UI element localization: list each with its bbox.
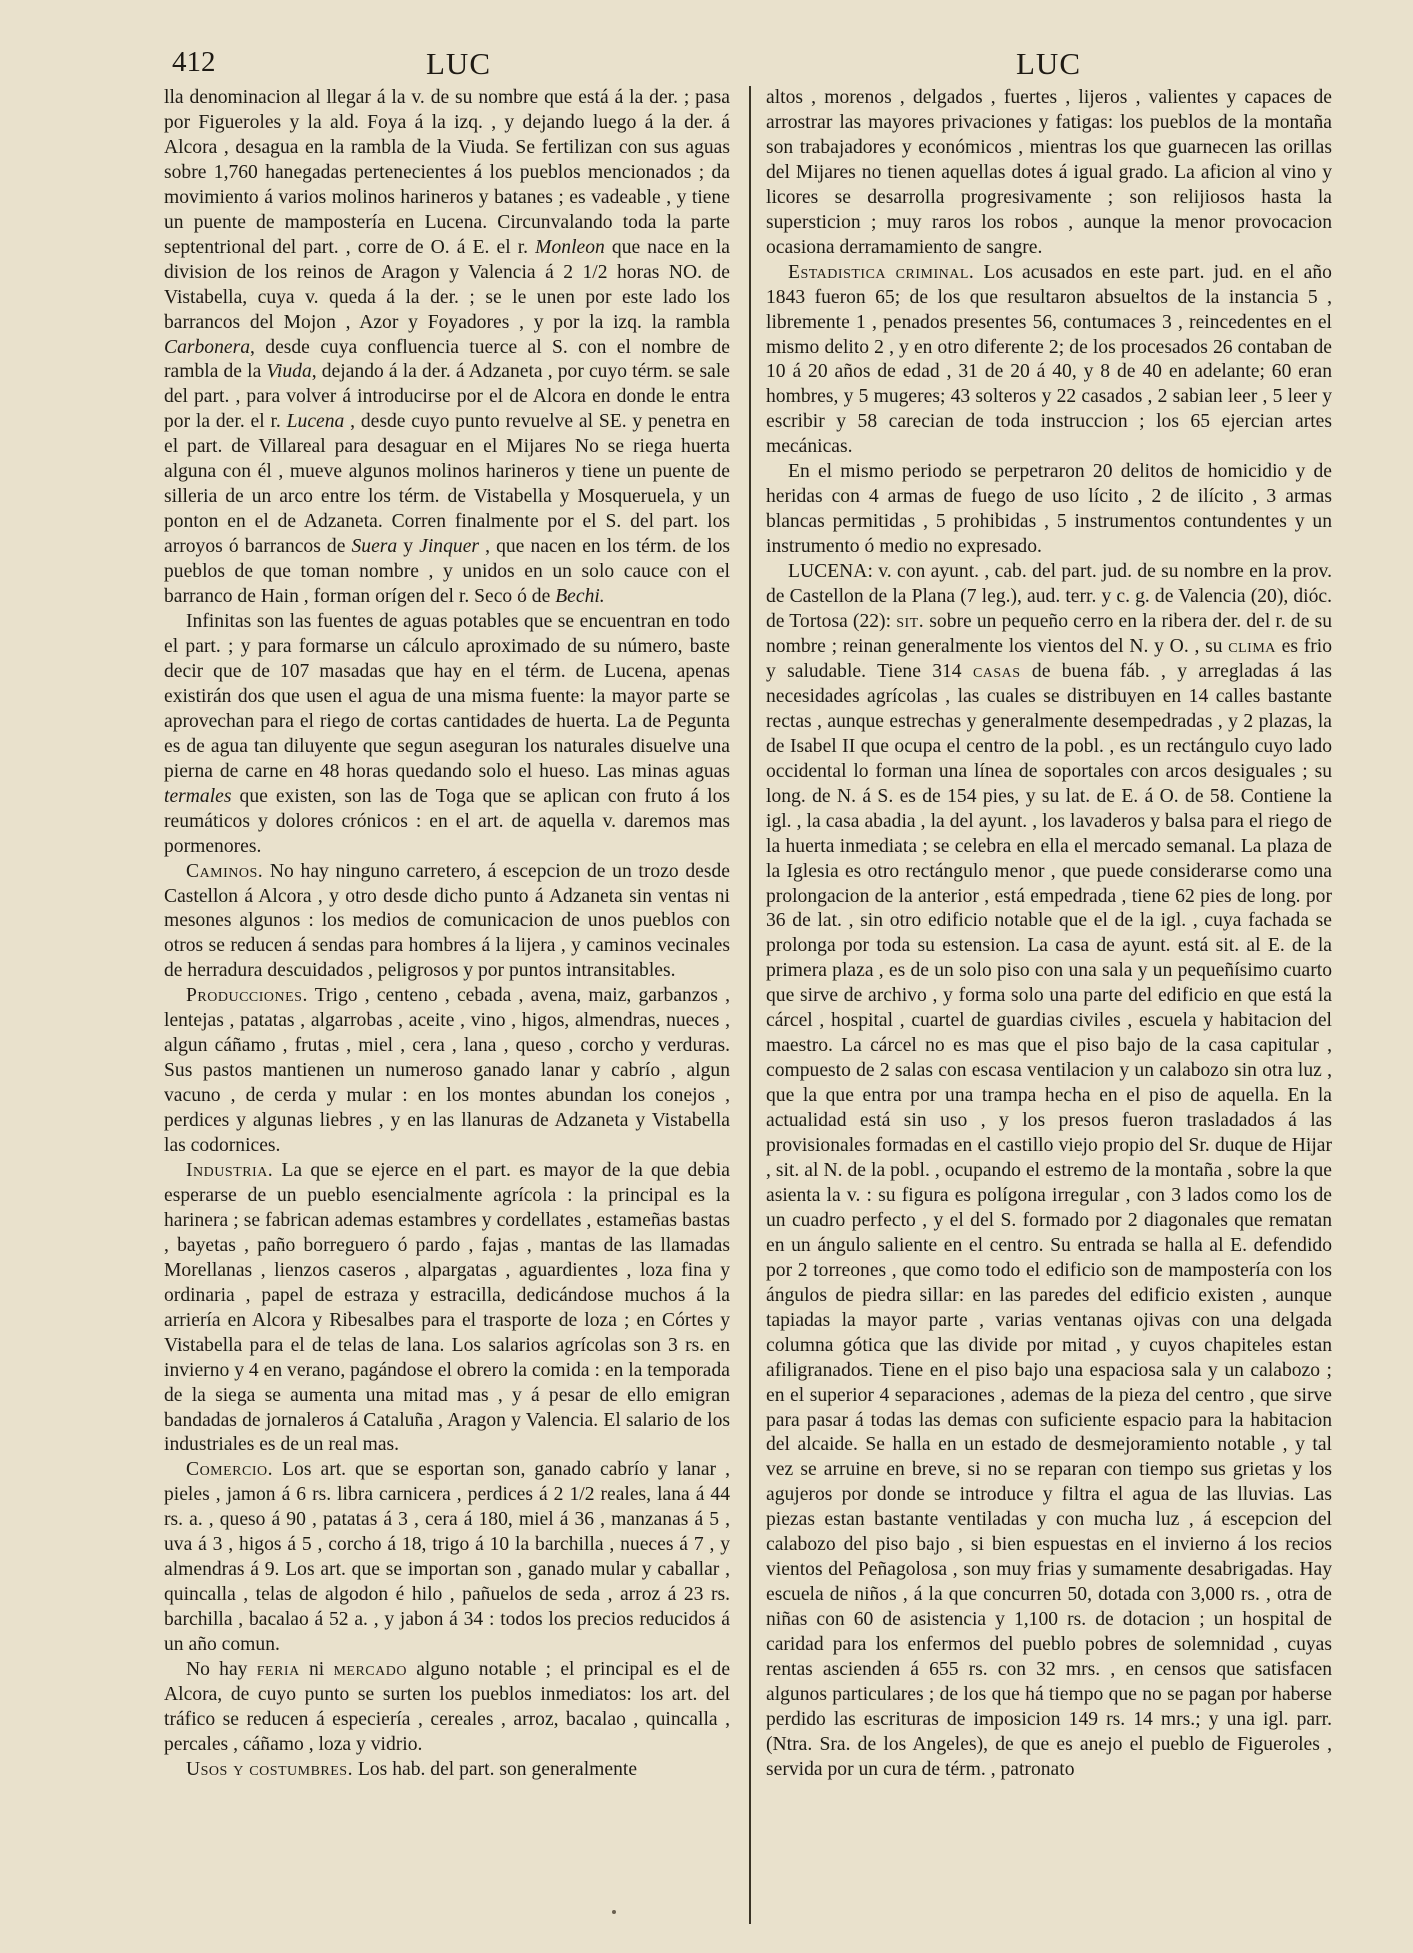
left-column xyxy=(164,86,730,1783)
ink-spot xyxy=(612,1910,616,1914)
column-rule xyxy=(749,86,751,1924)
paragraph-producciones: Producciones. Trigo , centeno , cebada , avena, maiz, garbanzos , lentejas , patatas , algarrobas , aceite , vino , higos, almendras, nueces , algun cáñamo , frutas , miel , cera , lana , queso , corcho y verduras. Sus pastos mantienen un numeroso ganado lanar y cabrío , algun vacuno , de cerda y mular : en los montes abundan los conejos , perdices y algunas liebres , y en las llanuras de Adzaneta y Vistabella las codornices. xyxy=(164,985,731,1157)
section-heading: Comercio. xyxy=(186,1459,274,1481)
section-heading: Estadistica criminal. xyxy=(788,261,975,283)
paragraph-usos: Usos y costumbres. Los hab. del part. son generalmente xyxy=(186,1758,638,1780)
paragraph-feria: No hay feria ni mercado alguno notable ; el principal es el de Alcora, de cuyo punto se surten los pueblos inmediatos: los art. del tráfico se reducen á especiería , cereales , arroz, bacalao , quincalla , percales , cáñamo , loza y vidrio. xyxy=(164,1659,731,1755)
section-heading: Industria. xyxy=(186,1159,274,1181)
page-header xyxy=(0,44,1413,84)
paragraph-habitants: altos , morenos , delgados , fuertes , lijeros , valientes y capaces de arrostrar las mayores privaciones y fatigas: los pueblos de la montaña son trabajadores y económicos , mientras los que guarnecen las orillas del Mijares no tienen aquellas dotes á igual grado. La aficion al vino y licores se desarrolla progresivamente ; son relijiosos hasta la supersticion ; muy raros los robos , aunque la menor provocacion ocasiona derramamiento de sangre. xyxy=(766,87,1332,258)
paragraph-rivers: lla denominacion al llegar á la v. de su nombre que está á la der. ; pasa por Figueroles y la ald. Foya á la izq. , y dejando luego á la der. á Alcora , desagua en la rambla de la Viuda. Se fertilizan con sus aguas sobre 1,760 hanegadas pertenecientes á los pueblos mencionados ; da movimiento á varios molinos harineros y batanes ; es vadeable , y tiene un puente de mampostería en Lucena. Circunvalando toda la parte septentrional del part. , corre de O. á E. el r. Monleon que nace en la division de los reinos de Aragon y Valencia á 2 1/2 horas NO. de Vistabella, cuya v. queda á la der. ; se le unen por este lado los barrancos del Mojon , Azor y Foyadores , y por la izq. la rambla Carbonera, desde cuya confluencia tuerce al S. con el nombre de rambla de la Viuda, dejando á la der. á Adzaneta , por cuyo térm. se sale del part. , para volver á introducirse por el de Alcora en donde le entra por la der. el r. Lucena , desde cuyo punto revuelve al SE. y penetra en el part. de Villareal para desaguar en el Mijares No se riega huerta alguna con él , mueve algunos molinos harineros y tiene un puente de silleria de un arco entre los térm. de Vistabella y Mosqueruela, y un ponton en el de Adzaneta. Corren finalmente por el S. del part. los arroyos ó barrancos de Suera y Jinquer , que nacen en los térm. de los pueblos de que toman nombre , y unidos en un solo cauce con el barranco de Hain , forman orígen del r. Seco ó de Bechi. xyxy=(164,87,730,608)
section-heading: Producciones. xyxy=(186,985,308,1007)
paragraph-comercio: Comercio. Los art. que se esportan son, ganado cabrío y lanar , pieles , jamon á 6 rs. libra carnicera , perdices á 2 1/2 reales, lana á 44 rs. a. , queso á 90 , patatas á 3 , cera á 180, miel á 36 , manzanas á 5 , uva á 3 , higos á 5 , corcho á 18, trigo á 10 la barchilla , nueces á 7 , y almendras á 9. Los art. que se importan son , ganado mular y caballar , quincalla , telas de algodon é hilo , pañuelos de seda , arroz á 23 rs. barchilla , bacalao á 52 a. , y jabon á 34 : todos los precios reducidos á un año comun. xyxy=(164,1459,730,1656)
entry-heading: LUCENA: xyxy=(788,561,873,583)
running-head-left: LUC xyxy=(426,46,491,81)
paragraph-delitos: En el mismo periodo se perpetraron 20 delitos de homicidio y de heridas con 4 armas de fuego de uso lícito , 2 de ilícito , 3 armas blancas permitidas , 5 prohibidas , 5 instrumentos contundentes y un instrumento ó medio no expresado. xyxy=(766,461,1332,558)
running-head-right: LUC xyxy=(1016,46,1081,81)
right-column xyxy=(766,86,1332,1783)
paragraph-estadistica: Estadistica criminal. Los acusados en este part. jud. en el año 1843 fueron 65; de los que resultaron absueltos de la instancia 5 , libremente 1 , penados presentes 56, contumaces 3 , reincedentes en el mismo delito 2 , y en otro diferente 2; de los procesados 26 contaban de 10 á 20 años de edad , 31 de 20 á 40, y 8 de 40 en adelante; 60 eran hombres, y 5 mugeres; 43 solteros y 22 casados , 2 sabian leer , 5 leer y escribir y 58 carecian de toda instruccion ; los 65 ejercian artes mecánicas. xyxy=(766,261,1332,458)
section-heading: Caminos. xyxy=(186,860,264,882)
section-heading: Usos y costumbres. xyxy=(186,1758,353,1780)
paragraph-caminos: Caminos. No hay ninguno carretero, á escepcion de un trozo desde Castellon á Alcora , y otro desde dicho punto á Adzaneta sin ventas ni mesones algunos : los medios de comunicacion de unos pueblos con otros se reducen á sendas para hombres á la lijera , y caminos vecinales de herradura descuidados , peligrosos y por puntos intransitables. xyxy=(164,860,730,982)
paragraph-lucena: LUCENA: v. con ayunt. , cab. del part. jud. de su nombre en la prov. de Castellon de la Plana (7 leg.), aud. terr. y c. g. de Valencia (20), dióc. de Tortosa (22): sit. sobre un pequeño cerro en la ribera der. del r. de su nombre ; reinan generalmente los vientos del N. y O. , su clima es frio y saludable. Tiene 314 casas de buena fáb. , y arregladas á las necesidades agrícolas , las cuales se distribuyen en 14 calles bastante rectas , aunque estrechas y generalmente desempedradas , y 2 plazas, la de Isabel II que ocupa el centro de la pobl. , es un rectángulo cuyo lado occidental lo forman una línea de soportales con arcos desiguales ; su long. de N. á S. es de 154 pies, y su lat. de E. á O. de 58. Contiene la igl. , la casa abadia , la del ayunt. , los lavaderos y balsa para el riego de la huerta inmediata ; se celebra en ella el mercado semanal. La plaza de la Iglesia es otro rectángulo menor , que puede considerarse como una prolongacion de la anterior , está empedrada , tiene 62 pies de long. por 36 de lat. , sin otro edificio notable que el de la igl. , cuya fachada se prolonga por toda su estension. La casa de ayunt. está sit. al E. de la primera plaza , es de un solo piso con una sala y un pequeñísimo cuarto que sirve de archivo , y forma solo una parte del edificio en que está la cárcel , hospital , cuartel de guardias civiles , escuela y habitacion del maestro. La cárcel no es mas que el piso bajo de la casa capitular , compuesto de 2 salas con escasa ventilacion y un calabozo sin otra luz , que la que entra por una trampa hecha en el piso de aquella. En la actualidad está sin uso , y los presos fueron trasladados á las provisionales formadas en el castillo viejo propio del Sr. duque de Hijar , sit. al N. de la pobl. , ocupando el estremo de la montaña , sobre la que asienta la v. : su figura es polígona irregular , con 3 lados como los de un cuadro perfecto , y el del S. formado por 2 diagonales que rematan en un ángulo saliente en el centro. Su entrada se halla al E. defendido por 2 torreones , que como todo el edificio son de mampostería con los ángulos de piedra sillar: en las paredes del edificio existen , aunque tapiadas la mayor parte , varias ventanas ojivas con una delgada columna gótica que las divide por mitad , y cuyos chapiteles estan afiligranados. Tiene en el piso bajo una espaciosa sala y un calabozo ; en el superior 4 separaciones , ademas de la pieza del centro , que sirve para pasar á todas las demas con suficiente espacio para la habitacion del alcaide. Se halla en un estado de desmejoramiento notable , y tal vez se arruine en breve, si no se reparan con tiempo sus grietas y los agujeros por donde se introduce y filtra el agua de las lluvias. Las piezas estan bastante ventiladas y con mucha luz , á escepcion del calabozo del piso bajo , si bien espuestas en el invierno á los recios vientos del Peñagolosa , son muy frias y sumamente desabrigadas. Hay escuela de niños , á la que concurren 50, dotada con 3,000 rs. , otra de niñas con 60 de asistencia y 1,100 rs. de dotacion ; un hospital de caridad para los enfermos del pueblo pobres de solemnidad , cuyas rentas ascienden á 655 rs. con 32 mrs. , en censos que satisfacen algunos particulares ; de los que há tiempo que no se pagan por haberse perdido las escrituras de imposicion 149 rs. 14 mrs.; y una igl. parr. (Ntra. Sra. de los Angeles), de que es anejo el pueblo de Figueroles , servida por un cura de térm. , patronato xyxy=(766,561,1333,1780)
paragraph-industria: Industria. La que se ejerce en el part. es mayor de la que debia esperarse de un pueblo esencialmente agrícola : la principal es la harinera ; se fabrican ademas estambres y cordellates , estameñas bastas , bayetas , paño borreguero ó pardo , fajas , mantas de las llamadas Morellanas , lienzos caseros , alpargatas , aguardientes , loza fina y ordinaria , papel de estraza y estracilla, dedicándose muchos á la arriería en Alcora y Ribesalbes para el trasporte de loza ; en Córtes y Vistabella para el de telas de lana. Los salarios agrícolas son 3 rs. en invierno y 4 en verano, pagándose el obrero la comida : en la temporada de la siega se aumenta una mitad mas , y á pesar de ello emigran bandadas de jornaleros á Cataluña , Aragon y Valencia. El salario de los industriales es de un real mas. xyxy=(164,1159,730,1456)
page-number: 412 xyxy=(172,46,216,78)
paragraph-fountains: Infinitas son las fuentes de aguas potables que se encuentran en todo el part. ; y para formarse un cálculo aproximado de su número, baste decir que de 107 masadas que hay en el térm. de Lucena, apenas existirán dos que usen el agua de una misma fuente: la mayor parte se aprovechan para el riego de cortas cantidades de huerta. La de Pegunta es de agua tan diluyente que segun aseguran los naturales disuelve una pierna de carne en 48 horas quedando solo el hueso. Las minas aguas termales que existen, son las de Toga que se aplican con fruto á los reumáticos y dolores crónicos : en el art. de aquella v. daremos mas pormenores. xyxy=(164,611,731,857)
